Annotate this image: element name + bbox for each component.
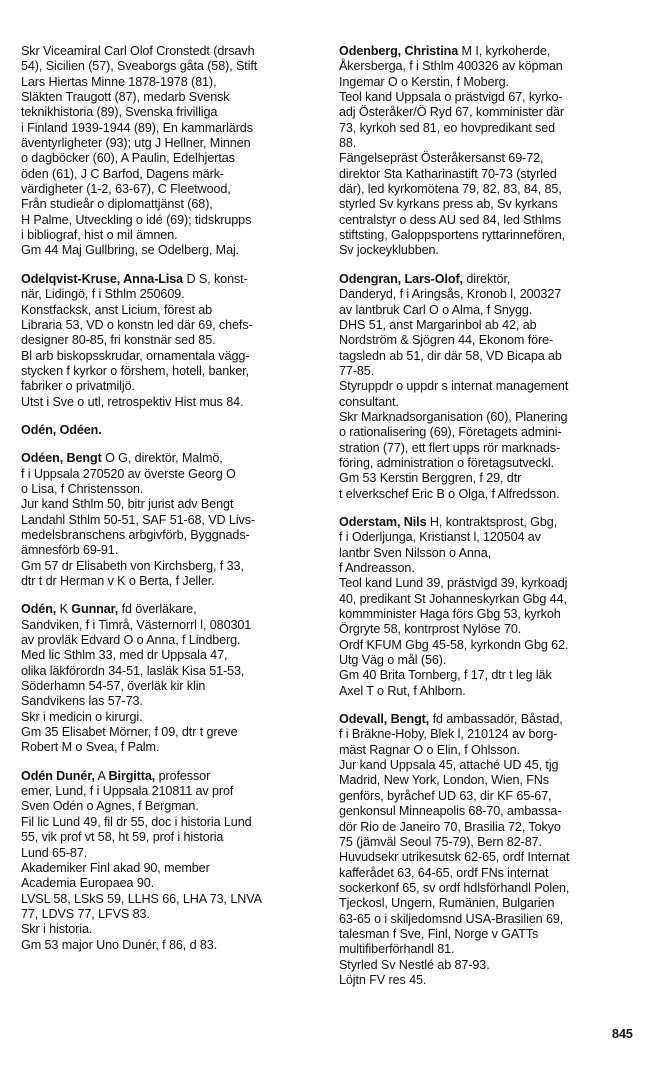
biography-entry: [339, 44, 639, 259]
entry-line: [21, 75, 321, 90]
entry-line: [21, 784, 321, 799]
entry-line: [339, 44, 639, 59]
entry-line: [339, 228, 639, 243]
entry-line: [339, 213, 639, 228]
entry-text: Sv jockeyklubben.: [339, 243, 439, 258]
entry-line: [21, 633, 321, 648]
biography-entry: [339, 712, 639, 988]
entry-line: [21, 543, 321, 558]
entry-text: genförs, byråchef UD 63, dir KF 65-67,: [339, 788, 552, 803]
entry-text: f i Bräkne-Hoby, Blek l, 210124 av borg-: [339, 727, 558, 742]
entry-text: Söderhamn 54-57, överläk kir klin: [21, 679, 206, 694]
entry-text: Från studieår o diplomattjänst (68),: [21, 197, 213, 212]
entry-line: [21, 182, 321, 197]
entry-line: [339, 684, 639, 699]
entry-text: där), led kyrkomötena 79, 82, 83, 84, 85,: [339, 182, 562, 197]
entry-line: [339, 395, 639, 410]
entry-line: [21, 105, 321, 120]
entry-text: 63-65 o i skiljedomsnd USA-Brasilien 69,: [339, 911, 564, 926]
entry-text: Gm 35 Elisabet Mörner, f 09, dtr t greve: [21, 725, 238, 740]
entry-line: [21, 151, 321, 166]
entry-line: [21, 482, 321, 497]
entry-line: [21, 740, 321, 755]
entry-line: [339, 243, 639, 258]
entry-text: Utg Väg o mål (56).: [339, 653, 447, 668]
entry-line: [21, 907, 321, 922]
entry-text: Madrid, New York, London, Wien, FNs: [339, 773, 549, 788]
entry-line: [339, 850, 639, 865]
entry-line: [21, 574, 321, 589]
entry-text: direktor Sta Katharinastift 70-73 (styrled: [339, 166, 557, 181]
entry-line: [339, 364, 639, 379]
entry-line: [339, 743, 639, 758]
entry-line: [21, 922, 321, 937]
entry-line: [21, 272, 321, 287]
entry-name: Oderstam, Nils: [339, 514, 427, 529]
biography-entry: [21, 423, 321, 438]
entry-line: [21, 59, 321, 74]
entry-text: genkonsul Minneapolis 68-70, ambassa-: [339, 804, 562, 819]
entry-line: [339, 379, 639, 394]
entry-line: [21, 679, 321, 694]
entry-text: Utst i Sve o utl, retrospektiv Hist mus 84.: [21, 394, 244, 409]
entry-line: [339, 287, 639, 302]
entry-text: Landahl Sthlm 50-51, SAF 51-68, VD Livs-: [21, 512, 256, 527]
entry-text: 54), Sicilien (57), Sveaborgs gåta (58), Stift: [21, 59, 258, 74]
entry-line: [339, 151, 639, 166]
biography-entry: [21, 602, 321, 755]
entry-name: Odenberg, Christina: [339, 44, 459, 58]
entry-text: Jur kand Sthlm 50, bitr jurist adv Bengt: [21, 497, 234, 512]
entry-line: [21, 861, 321, 876]
entry-text: kommminister Haga förs Gbg 53, kyrkoh: [339, 607, 561, 622]
entry-line: [339, 136, 639, 151]
entry-text: Danderyd, f i Aringsås, Kronob l, 200327: [339, 287, 562, 302]
entry-text: 88.: [339, 136, 357, 151]
entry-text: teknikhistoria (89), Svenska frivilliga: [21, 105, 218, 120]
entry-text: Libraria 53, VD o konstn led där 69, chefs-: [21, 317, 253, 332]
entry-line: [339, 59, 639, 74]
entry-line: [339, 820, 639, 835]
entry-line: [21, 379, 321, 394]
entry-line: [339, 622, 639, 637]
entry-text: Lars Hiertas Minne 1878-1978 (81),: [21, 74, 217, 89]
entry-text: medelsbranschens arbgivförb, Byggnads-: [21, 527, 250, 542]
entry-line: [339, 866, 639, 881]
entry-text: Skr i medicin o kirurgi.: [21, 709, 143, 724]
entry-text: Lund 65-87.: [21, 845, 88, 860]
entry-text: Huvudsekr utrikesutsk 62-65, ordf Internat: [339, 850, 570, 865]
entry-line: [21, 243, 321, 258]
entry-text: när, Lidingö, f i Sthlm 250609.: [21, 287, 185, 302]
entry-line: [21, 648, 321, 663]
entry-text: consultant.: [339, 394, 399, 409]
entry-line: [21, 121, 321, 136]
entry-name: Odevall, Bengt,: [339, 712, 430, 727]
entry-line: [339, 653, 639, 668]
entry-line: [21, 318, 321, 333]
entry-line: [339, 303, 639, 318]
entry-text: Åkersberga, f i Sthlm 400326 av köpman: [339, 59, 563, 74]
entry-text: 77, LDVS 77, LFVS 83.: [21, 906, 150, 921]
entry-text: direktör,: [462, 271, 511, 286]
entry-line: [339, 835, 639, 850]
biography-entry: [339, 515, 639, 699]
entry-line: [339, 592, 639, 607]
entry-name: Odelqvist-Kruse, Anna-Lisa: [21, 271, 184, 286]
entry-text: o dagböcker (60), A Paulin, Edelhjertas: [21, 151, 235, 166]
entry-line: [21, 830, 321, 845]
entry-line: [339, 607, 639, 622]
entry-line: [339, 471, 639, 486]
entry-name: Odéen, Bengt: [21, 451, 102, 466]
entry-line: [339, 349, 639, 364]
entry-text: ämnesförb 69-91.: [21, 543, 119, 558]
entry-text: Gm 40 Brita Tornberg, f 17, dtr t leg läk: [339, 668, 552, 683]
entry-text: Tjeckosl, Ungern, Rumänien, Bulgarien: [339, 896, 555, 911]
entry-text: Skr Viceamiral Carl Olof Cronstedt (drsavh: [21, 44, 255, 58]
entry-text: av lantbruk Carl O o Alma, f Snygg.: [339, 302, 533, 317]
entry-line: [339, 958, 639, 973]
entry-line: [21, 303, 321, 318]
entry-text: dtr t dr Herman v K o Berta, f Jeller.: [21, 574, 215, 588]
entry-name: Odengran, Lars-Olof,: [339, 271, 463, 286]
left-column: [21, 44, 321, 966]
entry-text: K: [56, 602, 72, 617]
entry-line: [21, 213, 321, 228]
entry-text: stiftsting, Galoppsportens ryttarinnefören,: [339, 228, 566, 243]
entry-name: Birgitta,: [108, 768, 156, 783]
entry-line: [21, 333, 321, 348]
entry-line: [339, 410, 639, 425]
entry-text: 75 (jämväl Seoul 75-79), Bern 82-87.: [339, 834, 542, 849]
entry-text: fd ambassadör, Båstad,: [429, 712, 563, 727]
entry-text: 40, predikant St Johanneskyrkan Gbg 44,: [339, 591, 567, 606]
entry-text: 73, kyrkoh sed 81, eo hovpredikant sed: [339, 120, 556, 135]
biography-entry: [21, 769, 321, 953]
entry-line: [339, 561, 639, 576]
entry-text: Sven Odén o Agnes, f Bergman.: [21, 799, 199, 814]
entry-line: [21, 497, 321, 512]
entry-text: i Finland 1939-1944 (89), En kammarlärds: [21, 120, 253, 135]
entry-line: [21, 513, 321, 528]
entry-line: [339, 712, 639, 727]
entry-name: Odén, Odéen.: [21, 422, 102, 437]
entry-line: [21, 197, 321, 212]
entry-line: [339, 182, 639, 197]
entry-text: mäst Ragnar O o Elin, f Ohlsson.: [339, 742, 520, 757]
entry-text: Sandviken, f i Timrå, Västernorrl l, 080301: [21, 617, 252, 632]
entry-line: [21, 618, 321, 633]
entry-line: [339, 942, 639, 957]
entry-line: [21, 892, 321, 907]
entry-text: LVSL 58, LSkS 59, LLHS 66, LHA 73, LNVA: [21, 891, 262, 906]
entry-line: [21, 423, 321, 438]
entry-text: 55, vik prof vt 58, ht 59, prof i historia: [21, 830, 224, 845]
entry-text: O G, direktör, Malmö,: [101, 451, 223, 466]
entry-text: f i Oderljunga, Kristianst l, 120504 av: [339, 530, 541, 545]
entry-line: [21, 876, 321, 891]
biography-entry: [21, 272, 321, 410]
entry-line: [21, 364, 321, 379]
entry-text: i bibliograf, hist o mil ämnen.: [21, 228, 178, 243]
entry-text: tagsledn ab 51, dir där 58, VD Bicapa ab: [339, 348, 562, 363]
entry-line: [339, 927, 639, 942]
entry-line: [21, 451, 321, 466]
entry-text: Gm 53 Kerstin Berggren, f 29, dtr: [339, 471, 522, 486]
entry-text: värdigheter (1-2, 63-67), C Fleetwood,: [21, 182, 231, 197]
entry-line: [21, 528, 321, 543]
entry-line: [21, 664, 321, 679]
entry-text: lantbr Sven Nilsson o Anna,: [339, 545, 492, 560]
entry-text: H Palme, Utveckling o idé (69); tidskrupps: [21, 212, 252, 227]
entry-line: [339, 90, 639, 105]
entry-text: styrled Sv kyrkans press ab, Sv kyrkans: [339, 197, 558, 212]
entry-line: [21, 602, 321, 617]
entry-text: Skr i historia.: [21, 922, 93, 937]
entry-text: o Lisa, f Christensson.: [21, 481, 144, 496]
entry-line: [21, 136, 321, 151]
page-number: 845: [612, 1027, 633, 1041]
entry-text: Fängelsepräst Österåkersanst 69-72,: [339, 151, 544, 166]
entry-line: [339, 425, 639, 440]
entry-line: [21, 167, 321, 182]
entry-line: [339, 727, 639, 742]
entry-line: [339, 441, 639, 456]
entry-text: emer, Lund, f i Uppsala 210811 av prof: [21, 784, 234, 799]
entry-text: centralstyr o dess AU sed 84, led Sthlms: [339, 212, 562, 227]
entry-line: [339, 896, 639, 911]
entry-line: [21, 938, 321, 953]
entry-text: multifiberförhandl 81.: [339, 942, 455, 957]
entry-line: [339, 881, 639, 896]
entry-line: [339, 105, 639, 120]
biography-entry: [339, 272, 639, 502]
entry-line: [21, 467, 321, 482]
entry-line: [21, 349, 321, 364]
entry-line: [21, 694, 321, 709]
entry-text: 77-85.: [339, 363, 375, 378]
entry-line: [339, 638, 639, 653]
entry-text: Skr Marknadsorganisation (60), Planering: [339, 409, 568, 424]
entry-text: adj Österåker/Ö Ryd 67, komminister där: [339, 105, 564, 120]
entry-text: Släkten Traugott (87), medarb Svensk: [21, 90, 230, 105]
entry-line: [21, 799, 321, 814]
entry-line: [21, 559, 321, 574]
entry-line: [339, 789, 639, 804]
right-column: [339, 44, 639, 1001]
entry-line: [339, 487, 639, 502]
entry-line: [339, 973, 639, 988]
biography-entry: [21, 44, 321, 259]
biography-entry: [21, 451, 321, 589]
entry-text: Styruppdr o uppdr s internat management: [339, 379, 569, 394]
entry-text: sockerkonf 65, sv ordf hdlsförhandl Polen,: [339, 880, 570, 895]
entry-text: Konstfacksk, anst Licium, förest ab: [21, 302, 213, 317]
entry-text: stycken f kyrkor o förshem, hotell, banker,: [21, 363, 250, 378]
entry-text: Akademiker Finl akad 90, member: [21, 860, 210, 875]
entry-text: H, kontraktsprost, Gbg,: [426, 514, 558, 529]
entry-text: Örgryte 58, kontrprost Nylöse 70.: [339, 622, 522, 637]
entry-text: DHS 51, anst Margarinbol ab 42, ab: [339, 317, 537, 332]
entry-text: o rationalisering (69), Företagets admini-: [339, 425, 562, 440]
entry-line: [339, 912, 639, 927]
entry-line: [339, 773, 639, 788]
entry-line: [339, 121, 639, 136]
entry-text: f Andreasson.: [339, 561, 415, 575]
entry-text: olika läkförordn 34-51, lasläk Kisa 51-53,: [21, 663, 245, 678]
entry-line: [21, 725, 321, 740]
entry-line: [21, 395, 321, 410]
entry-text: Jur kand Uppsala 45, attaché UD 45, tjg: [339, 758, 559, 773]
entry-line: [21, 846, 321, 861]
entry-line: [339, 576, 639, 591]
entry-name: Gunnar,: [71, 602, 119, 617]
entry-text: f i Uppsala 270520 av överste Georg O: [21, 466, 236, 481]
entry-text: Sandvikens las 57-73.: [21, 694, 143, 709]
entry-text: Teol kand Uppsala o prästvigd 67, kyrko-: [339, 90, 563, 105]
entry-text: Teol kand Lund 39, prästvigd 39, kyrkoadj: [339, 576, 568, 591]
entry-line: [339, 75, 639, 90]
entry-text: Nordström & Sjögren 44, Ekonom före-: [339, 333, 554, 348]
entry-line: [339, 167, 639, 182]
entry-line: [21, 710, 321, 725]
entry-line: [21, 287, 321, 302]
entry-text: professor: [155, 768, 211, 783]
entry-text: talesman f Sve, Finl, Norge v GATTs: [339, 926, 539, 941]
entry-text: M I, kyrkoherde,: [458, 44, 551, 58]
entry-text: Fil lic Lund 49, fil dr 55, doc i historia Lund: [21, 814, 252, 829]
entry-line: [21, 44, 321, 59]
entry-text: t elverkschef Eric B o Olga, f Alfredsson.: [339, 486, 560, 501]
entry-text: äventyrligheter (93); utg J Hellner, Minnen: [21, 136, 251, 151]
entry-text: stration (77), ett flert upps rör marknads-: [339, 440, 561, 455]
entry-text: Axel T o Rut, f Ahlborn.: [339, 683, 466, 698]
entry-line: [21, 769, 321, 784]
entry-line: [339, 546, 639, 561]
entry-line: [339, 318, 639, 333]
entry-line: [339, 272, 639, 287]
entry-text: fabriker o privatmiljö.: [21, 379, 135, 394]
entry-line: [339, 758, 639, 773]
entry-line: [339, 530, 639, 545]
entry-text: D S, konst-: [183, 271, 248, 286]
entry-text: föring, administration o företagsutveckl.: [339, 455, 554, 470]
entry-text: Ordf KFUM Gbg 45-58, kyrkondn Gbg 62.: [339, 637, 569, 652]
entry-text: Gm 53 major Uno Dunér, f 86, d 83.: [21, 937, 218, 952]
entry-text: Styrled Sv Nestlé ab 87-93.: [339, 957, 490, 972]
entry-text: öden (61), J C Barfod, Dagens märk-: [21, 166, 224, 181]
entry-text: Robert M o Svea, f Palm.: [21, 740, 160, 755]
entry-text: Med lic Sthlm 33, med dr Uppsala 47,: [21, 648, 228, 663]
entry-text: dör Rio de Janeiro 70, Brasilia 72, Tokyo: [339, 819, 561, 834]
entry-text: Gm 44 Maj Gullbring, se Odelberg, Maj.: [21, 243, 240, 258]
entry-line: [339, 333, 639, 348]
entry-line: [21, 815, 321, 830]
entry-text: designer 80-85, fri konstnär sed 85.: [21, 333, 216, 348]
entry-line: [339, 515, 639, 530]
entry-line: [339, 456, 639, 471]
entry-text: A: [94, 768, 109, 783]
entry-line: [339, 197, 639, 212]
entry-text: Ingemar O o Kerstin, f Moberg.: [339, 74, 509, 89]
entry-text: Bl arb biskopsskrudar, ornamentala vägg-: [21, 348, 250, 363]
entry-line: [339, 668, 639, 683]
entry-text: Löjtn FV res 45.: [339, 972, 427, 987]
entry-line: [21, 90, 321, 105]
entry-line: [339, 804, 639, 819]
entry-text: Academia Europaea 90.: [21, 876, 155, 891]
entry-text: av provläk Edvard O o Anna, f Lindberg.: [21, 633, 241, 648]
entry-text: Gm 57 dr Elisabeth von Kirchsberg, f 33,: [21, 558, 244, 573]
entry-text: kafferådet 63, 64-65, ordf FNs internat: [339, 865, 549, 880]
entry-name: Odén Dunér,: [21, 768, 95, 783]
entry-name: Odén,: [21, 602, 57, 617]
entry-line: [21, 228, 321, 243]
entry-text: fd överläkare,: [118, 602, 197, 617]
